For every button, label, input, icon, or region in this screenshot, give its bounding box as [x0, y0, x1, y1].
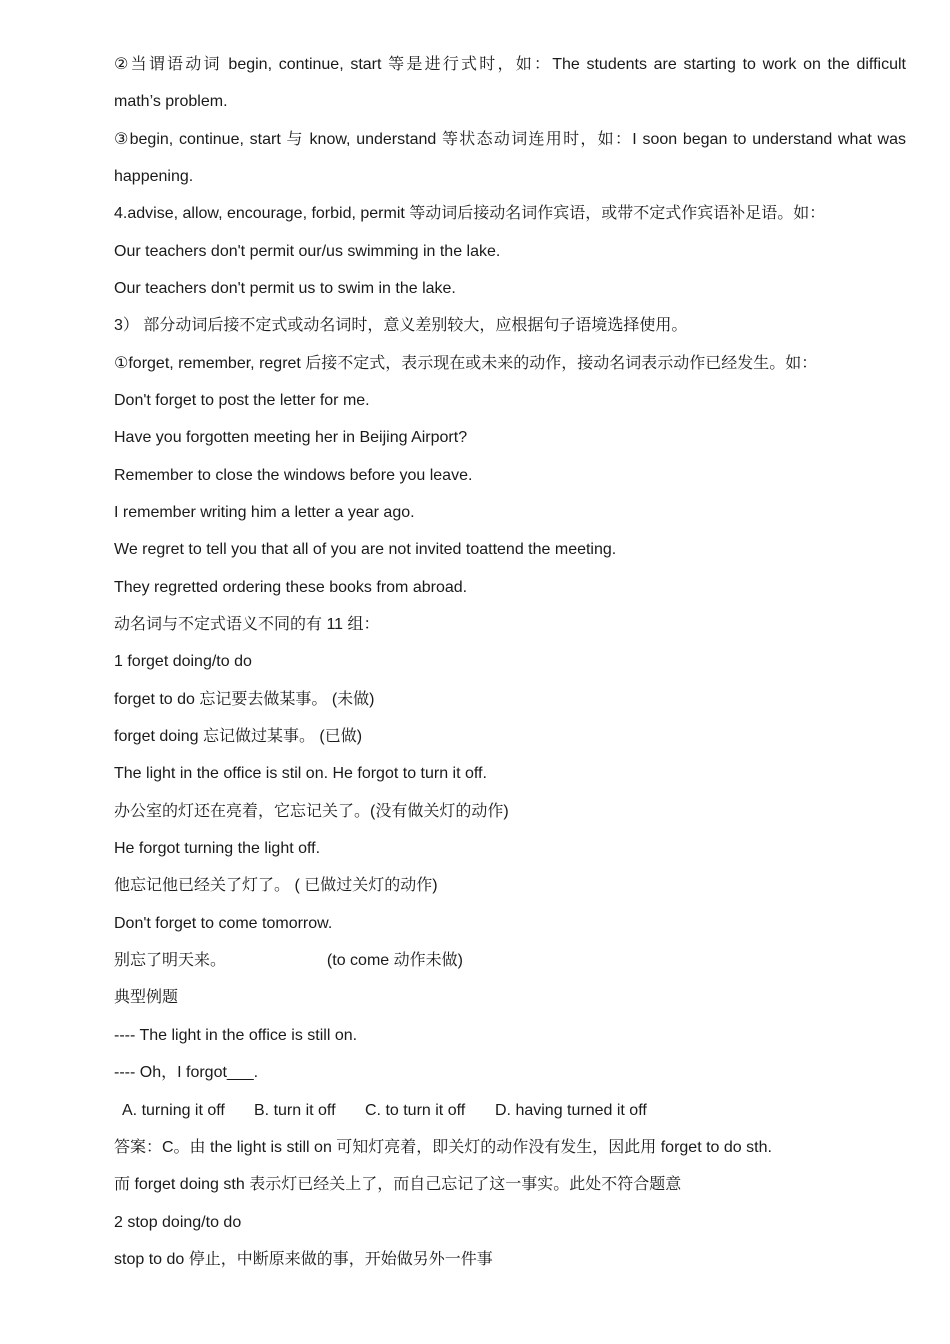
- option-c: C. to turn it off: [365, 1102, 466, 1119]
- text-line-28: ---- Oh，I forgot___.: [114, 1064, 259, 1081]
- text-line-21: 办公室的灯还在亮着，它忘记关了。(没有做关灯的动作): [114, 803, 509, 820]
- text-line-23: 他忘记他已经关了灯了。 ( 已做过关灯的动作): [114, 877, 438, 894]
- translation-text: 别忘了明天来。: [114, 952, 227, 969]
- text-line-5: 4.advise, allow, encourage, forbid, permit 等动词后接动名词作宾语，或带不定式作宾语补足语。如：: [114, 205, 826, 222]
- text-line-24: Don't forget to come tomorrow.: [114, 915, 333, 932]
- text-line-22: He forgot turning the light off.: [114, 840, 321, 857]
- text-line-1: ②当谓语动词 begin, continue, start 等是进行式时，如：The students are starting to work on the difficult: [114, 56, 906, 73]
- text-line-20: The light in the office is stil on. He forgot to turn it off.: [114, 765, 487, 782]
- text-line-4: happening.: [114, 168, 194, 185]
- text-line-17: 1 forget doing/to do: [114, 653, 252, 670]
- text-line-13: I remember writing him a letter a year ago.: [114, 504, 415, 521]
- text-line-19: forget doing 忘记做过某事。 (已做): [114, 728, 363, 745]
- text-line-33: stop to do 停止，中断原来做的事，开始做另外一件事: [114, 1251, 493, 1268]
- text-line-12: Remember to close the windows before you leave.: [114, 467, 473, 484]
- text-line-14: We regret to tell you that all of you are not invited toattend the meeting.: [114, 541, 617, 558]
- text-line-30: 答案：C。由 the light is still on 可知灯亮着，即关灯的动作没有发生，因此用 forget to do sth.: [114, 1139, 772, 1156]
- text-line-2: math’s problem.: [114, 93, 228, 110]
- option-b: B. turn it off: [254, 1102, 336, 1119]
- text-line-7: Our teachers don't permit us to swim in the lake.: [114, 280, 456, 297]
- text-line-8: 3） 部分动词后接不定式或动名词时，意义差别较大，应根据句子语境选择使用。: [114, 317, 688, 334]
- text-line-10: Don't forget to post the letter for me.: [114, 392, 370, 409]
- option-d: D. having turned it off: [495, 1102, 647, 1119]
- text-line-15: They regretted ordering these books from abroad.: [114, 579, 468, 596]
- text-line-32: 2 stop doing/to do: [114, 1214, 242, 1231]
- text-line-31: 而 forget doing sth 表示灯已经关上了，而自己忘记了这一事实。此处不符合题意: [114, 1176, 682, 1193]
- text-line-9: ①forget, remember, regret 后接不定式，表示现在或未来的动作，接动名词表示动作已经发生。如：: [114, 355, 818, 372]
- text-line-18: forget to do 忘记要去做某事。 (未做): [114, 691, 375, 708]
- text-line-6: Our teachers don't permit our/us swimming in the lake.: [114, 243, 501, 260]
- text-line-3: ③begin, continue, start 与 know, understand 等状态动词连用时，如：I soon began to understand what was: [114, 131, 906, 148]
- text-line-27: ---- The light in the office is still on.: [114, 1027, 358, 1044]
- text-line-25: [114, 951, 906, 971]
- text-line-16: 动名词与不定式语义不同的有 11 组：: [114, 616, 380, 633]
- text-line-26: 典型例题: [114, 989, 179, 1006]
- text-line-11: Have you forgotten meeting her in Beijing Airport?: [114, 429, 468, 446]
- answer-options: [122, 1101, 914, 1121]
- come-note: (to come 动作未做): [326, 952, 463, 969]
- option-a: A. turning it off: [122, 1102, 225, 1119]
